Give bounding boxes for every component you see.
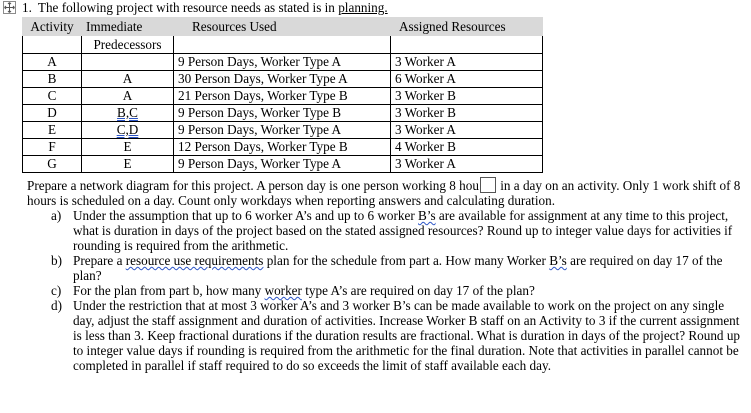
cell-resources-used: 9 Person Days, Worker Type A (174, 122, 391, 139)
subquestion-text: resource use requirements (125, 253, 264, 268)
table-row (23, 105, 543, 122)
cell-predecessors (82, 54, 174, 71)
prepare-text-2: in a day on an activity. Only 1 work shift of 8 hours is scheduled on a day. Count only workdays when reporting answers and calculating duration. (27, 178, 741, 208)
cell-activity: E (23, 122, 82, 139)
subquestion-text: type A’s are required on day 17 of the plan? (301, 283, 535, 298)
subquestion-text: For the plan from part b, how many (73, 283, 265, 298)
table-row (23, 88, 543, 105)
question-intro-underlined: planning. (338, 0, 388, 15)
cell-assigned: 3 Worker A (391, 156, 543, 173)
header-resources-used: Resources Used (174, 18, 391, 36)
cell-assigned: 4 Worker B (391, 139, 543, 156)
prepare-text-1: Prepare a network diagram for this project. A person day is one person working 8 hou (27, 178, 479, 193)
table-row (23, 156, 543, 173)
subquestion-list (27, 208, 747, 373)
subquestion-label: c) (51, 283, 62, 298)
cell-activity: D (23, 105, 82, 122)
cell-activity: C (23, 88, 82, 105)
table-row (23, 139, 543, 156)
resource-table (22, 17, 543, 173)
subquestion-a (27, 208, 747, 253)
cell-resources-used: 30 Person Days, Worker Type A (174, 71, 391, 88)
subquestion-text: are available for assignment at any time to this project, what is duration in days of the project based on the stated assigned resources? Round up to integer value days for activities if rounding is required from the arithmetic. (73, 208, 733, 253)
table-row (23, 71, 543, 88)
table-header-row-2 (23, 36, 543, 54)
cell-predecessors: A (82, 88, 174, 105)
cell-predecessors: B,C (82, 105, 174, 122)
subquestion-b (27, 253, 747, 283)
cell-predecessors: E (82, 156, 174, 173)
header-assigned-cont (391, 36, 543, 54)
subquestion-label: a) (51, 208, 62, 223)
header-predecessors-2: Predecessors (82, 36, 174, 54)
cell-resources-used: 21 Person Days, Worker Type B (174, 88, 391, 105)
header-activity: Activity (23, 18, 82, 36)
cell-activity: B (23, 71, 82, 88)
subquestion-label: b) (51, 253, 62, 268)
subquestion-d (27, 298, 747, 373)
subquestion-label: d) (51, 298, 62, 313)
cell-activity: F (23, 139, 82, 156)
blank-box (480, 177, 496, 193)
subquestion-text: worker (264, 283, 302, 298)
subquestion-text: B’s (549, 253, 567, 268)
header-assigned-resources: Assigned Resources (391, 18, 543, 36)
table-header-row (23, 18, 543, 36)
cell-assigned: 3 Worker A (391, 54, 543, 71)
subquestion-text: plan for the schedule from part a. How many Worker (263, 253, 550, 268)
cell-resources-used: 9 Person Days, Worker Type A (174, 156, 391, 173)
cell-activity: G (23, 156, 82, 173)
cell-activity: A (23, 54, 82, 71)
subquestion-c (27, 283, 747, 298)
table-move-handle-icon[interactable] (3, 1, 16, 14)
subquestion-text: B’s (418, 208, 436, 223)
cell-assigned: 6 Worker A (391, 71, 543, 88)
question-title (22, 0, 388, 17)
prepare-paragraph (27, 177, 747, 208)
cell-predecessors: A (82, 71, 174, 88)
cell-assigned: 3 Worker B (391, 105, 543, 122)
cell-resources-used: 12 Person Days, Worker Type B (174, 139, 391, 156)
subquestion-text: Under the restriction that at most 3 worker A’s and 3 worker B’s can be made available to work on the project on any single day, adjust the staff assignment and duration of activities. Increase Worker B staff on an Activity to 3 if the current assignment is less than 3. Keep fractional durations if the duration results are fractional. What is duration in days of the project? Round up to integer value days if rounding is required from the arithmetic for the final duration. Note that activities in parallel cannot be completed in parallel if staff required to do so exceeds the limit of staff available each day. (73, 298, 741, 373)
cell-predecessors: E (82, 139, 174, 156)
subquestion-text: Under the assumption that up to 6 worker A’s and up to 6 worker (73, 208, 419, 223)
question-intro: The following project with resource needs as stated is in (37, 0, 339, 15)
subquestion-text: are required on day 17 of the plan? (73, 253, 723, 283)
cell-predecessors: C,D (82, 122, 174, 139)
question-body (27, 177, 747, 373)
question-number: 1. (22, 0, 32, 15)
cell-resources-used: 9 Person Days, Worker Type A (174, 54, 391, 71)
subquestion-text: Prepare a (73, 253, 126, 268)
table-row (23, 122, 543, 139)
header-predecessors: Immediate (82, 18, 174, 36)
cell-assigned: 3 Worker B (391, 88, 543, 105)
table-row (23, 54, 543, 71)
header-activity-cont (23, 36, 82, 54)
cell-resources-used: 9 Person Days, Worker Type B (174, 105, 391, 122)
header-resources-cont (174, 36, 391, 54)
cell-assigned: 3 Worker A (391, 122, 543, 139)
